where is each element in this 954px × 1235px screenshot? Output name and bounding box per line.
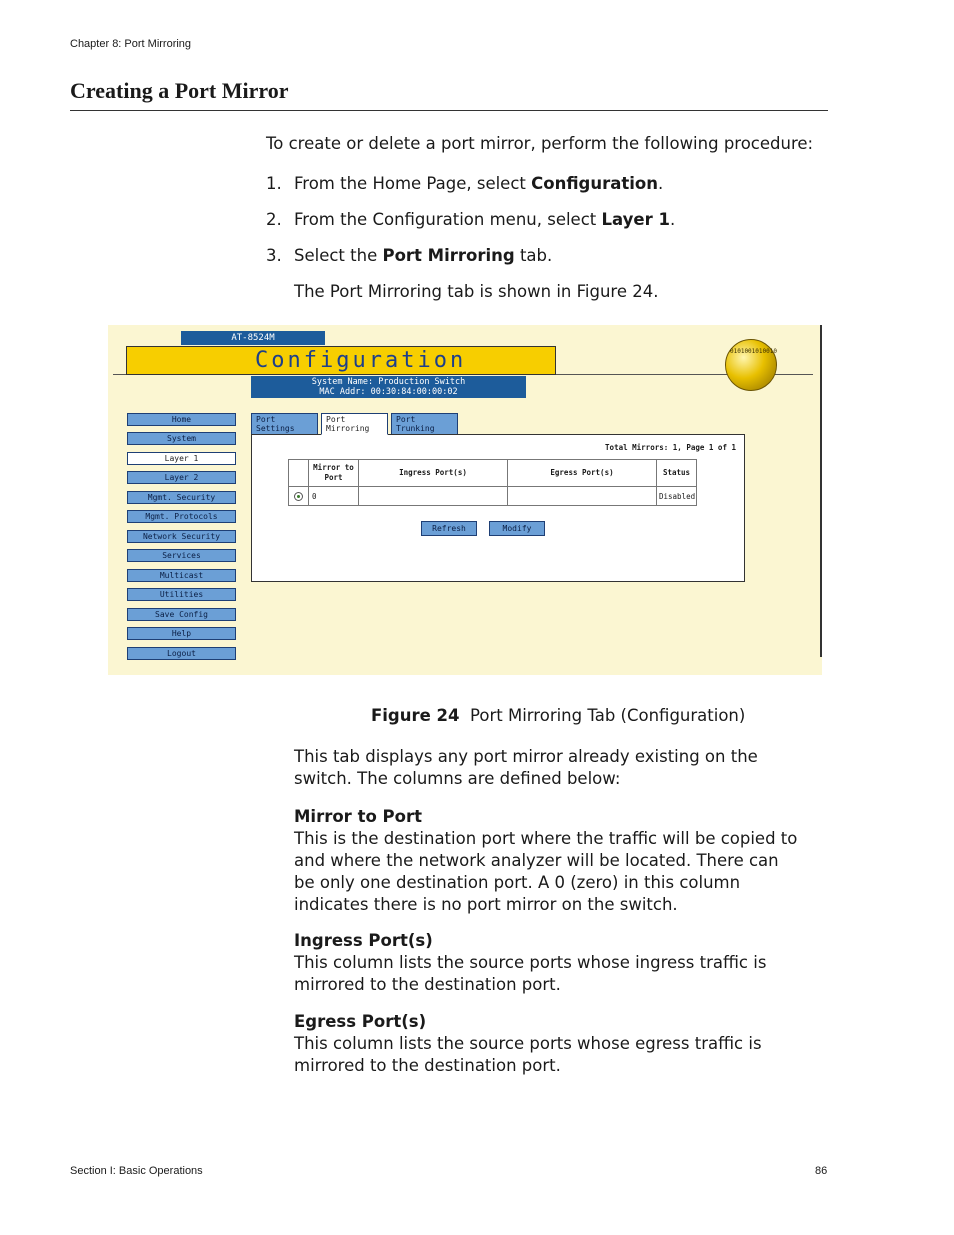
nav-network-security[interactable]: Network Security xyxy=(127,530,236,543)
system-info xyxy=(251,376,526,398)
system-name: System Name: Production Switch xyxy=(311,377,466,387)
table-header-row xyxy=(289,460,697,487)
nav-layer-1[interactable]: Layer 1 xyxy=(127,452,236,465)
figure-border xyxy=(820,325,822,657)
definition-ingress-ports xyxy=(294,930,804,996)
definition-text: This is the destination port where the traffic will be copied to and where the network analyzer will be located. There can be only one destination port. A 0 (zero) in this column indicates there is no port mirror on the switch. xyxy=(294,829,798,914)
nav-mgmt-security[interactable]: Mgmt. Security xyxy=(127,491,236,504)
model-label: AT-8524M xyxy=(181,331,325,345)
nav-save-config[interactable]: Save Config xyxy=(127,608,236,621)
nav-home[interactable]: Home xyxy=(127,413,236,426)
section-heading: Creating a Port Mirror xyxy=(70,78,289,103)
nav-logout[interactable]: Logout xyxy=(127,647,236,660)
figure-screenshot xyxy=(108,325,822,675)
figure-caption: Figure 24 Port Mirroring Tab (Configuration) xyxy=(371,706,746,725)
definition-text: This column lists the source ports whose egress traffic is mirrored to the destination port. xyxy=(294,1034,762,1075)
radio-button[interactable] xyxy=(294,492,303,501)
egress-ports-header: Egress Port(s) xyxy=(508,460,657,487)
configuration-banner: Configuration xyxy=(126,346,556,375)
port-mirroring-panel xyxy=(251,434,745,582)
nav-services[interactable]: Services xyxy=(127,549,236,562)
step-number: 2. xyxy=(266,210,282,229)
heading-rule xyxy=(70,110,828,111)
step-1: 1. From the Home Page, select Configuration. xyxy=(266,174,664,193)
modify-button[interactable]: Modify xyxy=(489,521,545,536)
definition-mirror-to-port xyxy=(294,806,804,916)
status-cell: Disabled xyxy=(657,487,697,506)
description-text: This tab displays any port mirror already existing on the switch. The columns are defined below: xyxy=(294,747,758,788)
tab-port-trunking[interactable]: Port Trunking xyxy=(391,413,458,435)
definition-term: Egress Port(s) xyxy=(294,1012,427,1031)
step-2: 2. From the Configuration menu, select Layer 1. xyxy=(266,210,676,229)
table-row xyxy=(289,487,697,506)
nav-help[interactable]: Help xyxy=(127,627,236,640)
step-number: 3. xyxy=(266,246,282,265)
globe-logo-icon: 0101001010010 xyxy=(725,339,777,391)
nav-mgmt-protocols[interactable]: Mgmt. Protocols xyxy=(127,510,236,523)
row-select[interactable] xyxy=(289,487,309,506)
step-note: The Port Mirroring tab is shown in Figure 24. xyxy=(294,282,659,301)
definition-egress-ports xyxy=(294,1011,804,1077)
intro-text: To create or delete a port mirror, perform the following procedure: xyxy=(266,134,814,153)
nav-utilities[interactable]: Utilities xyxy=(127,588,236,601)
tab-port-settings[interactable]: Port Settings xyxy=(251,413,318,435)
page-number: 86 xyxy=(815,1165,828,1177)
mirror-to-port-header: Mirror to Port xyxy=(309,460,359,487)
select-header xyxy=(289,460,309,487)
status-header: Status xyxy=(657,460,697,487)
egress-ports-cell xyxy=(508,487,657,506)
definition-term: Ingress Port(s) xyxy=(294,931,433,950)
total-mirrors: Total Mirrors: 1, Page 1 of 1 xyxy=(605,443,736,452)
ingress-ports-cell xyxy=(359,487,508,506)
running-head: Chapter 8: Port Mirroring xyxy=(70,38,192,50)
step-number: 1. xyxy=(266,174,282,193)
mac-address: MAC Addr: 00:30:84:00:00:02 xyxy=(319,387,458,397)
definition-text: This column lists the source ports whose ingress traffic is mirrored to the destination port. xyxy=(294,953,767,994)
mirror-to-port-cell: 0 xyxy=(309,487,359,506)
refresh-button[interactable]: Refresh xyxy=(421,521,477,536)
footer-section: Section I: Basic Operations xyxy=(70,1165,203,1177)
ingress-ports-header: Ingress Port(s) xyxy=(359,460,508,487)
tab-port-mirroring[interactable]: Port Mirroring xyxy=(321,413,388,435)
step-3: 3. Select the Port Mirroring tab. xyxy=(266,246,553,265)
nav-system[interactable]: System xyxy=(127,432,236,445)
mirror-table xyxy=(288,459,697,506)
definition-term: Mirror to Port xyxy=(294,807,422,826)
nav-layer-2[interactable]: Layer 2 xyxy=(127,471,236,484)
nav-multicast[interactable]: Multicast xyxy=(127,569,236,582)
